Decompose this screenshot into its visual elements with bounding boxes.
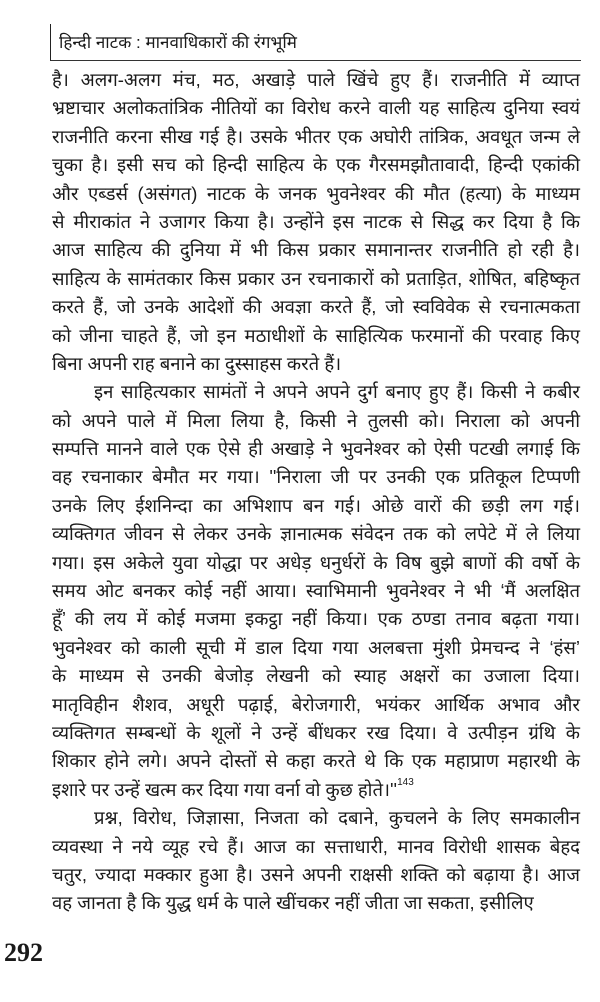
text-line xyxy=(52,94,580,122)
text-line xyxy=(52,322,580,350)
text-line xyxy=(52,747,580,775)
text-line-content: व्यवस्था ने नये व्यूह रचे हैं। आज का सत्ताधारी, मानव विरोधी शासक बेहद xyxy=(52,835,580,857)
text-line xyxy=(52,293,580,321)
text-line-content: समय ओट बनकर कोई नहीं आया। स्वाभिमानी भुवनेश्वर ने भी ‘मैं अलक्षित xyxy=(52,580,580,602)
text-line xyxy=(52,378,580,406)
text-line xyxy=(52,804,580,832)
text-line xyxy=(52,123,580,151)
text-line-content: को जीना चाहते हैं, जो इन मठाधीशों के साहित्यिक फरमानों की परवाह किए xyxy=(52,324,580,346)
text-line-content: को अपने पाले में मिला लिया है, किसी ने तुलसी को। निराला को अपनी xyxy=(52,409,580,431)
text-line-content: राजनीति करना सीख गई है। उसके भीतर एक अघोरी तांत्रिक, अवधूत जन्म ले xyxy=(52,125,580,147)
text-line xyxy=(52,634,580,662)
text-line-content: उनके लिए ईशनिन्दा का अभिशाप बन गई। ओछे वारों की छड़ी लग गई। xyxy=(52,494,580,516)
text-line-content: भ्रष्टाचार अलोकतांत्रिक नीतियों का विरोध करने वाली यह साहित्य दुनिया स्वयं xyxy=(52,97,580,119)
text-line xyxy=(52,549,580,577)
text-line xyxy=(52,236,580,264)
text-line xyxy=(52,719,580,747)
text-line-content: मातृविहीन शैशव, अधूरी पढ़ाई, बेरोजगारी, भयंकर आर्थिक अभाव और xyxy=(52,693,580,715)
text-line xyxy=(52,833,580,861)
page-number: 292 xyxy=(4,938,43,967)
text-line xyxy=(52,407,580,435)
paragraph xyxy=(52,66,580,378)
text-line xyxy=(52,180,580,208)
running-header xyxy=(50,24,581,61)
text-line-content: और एब्डर्स (असंगत) नाटक के जनक भुवनेश्वर की मौत (हत्या) के माध्यम xyxy=(52,182,580,204)
text-line-content: वह जानता है कि युद्ध धर्म के पाले खींचकर नहीं जीता जा सकता, इसीलिए xyxy=(52,892,534,914)
text-line-content: के माध्यम से उनकी बेजोड़ लेखनी को स्याह अक्षरों का उजाला दिया। xyxy=(52,665,580,687)
text-line-content: हूँ’ की लय में कोई मजमा इकट्ठा नहीं किया। एक ठण्डा तनाव बढ़ता गया। xyxy=(52,608,580,630)
text-line xyxy=(52,861,580,889)
text-line xyxy=(52,350,580,378)
text-line xyxy=(52,520,580,548)
footnote-reference: 143 xyxy=(397,776,414,788)
text-line-content: इशारे पर उन्हें खत्म कर दिया गया वर्ना वो कुछ होते।'' xyxy=(52,778,398,800)
paragraph xyxy=(52,804,580,918)
text-line-content: करते हैं, जो उनके आदेशों की अवज्ञा करते हैं, जो स्वविवेक से रचनात्मकता xyxy=(52,296,580,318)
text-line xyxy=(52,151,580,179)
text-line-content: प्रश्न, विरोध, जिज्ञासा, निजता को दबाने, कुचलने के लिए समकालीन xyxy=(94,807,580,829)
text-line xyxy=(52,435,580,463)
text-line xyxy=(52,66,580,94)
text-line-content: भुवनेश्वर को काली सूची में डाल दिया गया अलबत्ता मुंशी प्रेमचन्द ने ‘हंस’ xyxy=(52,636,580,658)
text-line-content: से मीराकांत ने उजागर किया है। उन्होंने इस नाटक से सिद्ध कर दिया है कि xyxy=(52,210,580,232)
text-line-content: शिकार होने लगे। अपने दोस्तों से कहा करते थे कि एक महाप्राण महारथी के xyxy=(52,750,580,772)
text-line-content: है। अलग-अलग मंच, मठ, अखाड़े पाले खिंचे हुए हैं। राजनीति में व्याप्त xyxy=(52,69,580,90)
running-header-title: हिन्दी नाटक : मानवाधिकारों की रंगभूमि xyxy=(59,33,297,52)
text-line-content: इन साहित्यकार सामंतों ने अपने अपने दुर्ग बनाए हुए हैं। किसी ने कबीर xyxy=(94,381,580,403)
text-line-content: वह रचनाकार बेमौत मर गया। ''निराला जी पर उनकी एक प्रतिकूल टिप्पणी xyxy=(52,466,580,488)
text-line xyxy=(52,463,580,491)
text-line-content: व्यक्तिगत जीवन से लेकर उनके ज्ञानात्मक संवेदन तक को लपेटे में ले लिया xyxy=(52,523,580,545)
paragraph xyxy=(52,378,580,804)
text-line-content: गया। इस अकेले युवा योद्धा पर अधेड़ धनुर्धरों के विष बुझे बाणों की वर्षो के xyxy=(52,551,580,573)
text-line-content: चतुर, ज्यादा मक्कार हुआ है। उसने अपनी राक्षसी शक्ति को बढ़ाया है। आज xyxy=(52,863,580,885)
text-line xyxy=(52,691,580,719)
text-line-content: साहित्य के सामंतकार किस प्रकार उन रचनाकारों को प्रताड़ित, शोषित, बहिष्कृत xyxy=(52,267,580,289)
body-text xyxy=(52,66,580,918)
text-line xyxy=(52,577,580,605)
text-line-content: आज साहित्य की दुनिया में भी किस प्रकार समानान्तर राजनीति हो रही है। xyxy=(52,239,580,261)
text-line-content: बिना अपनी राह बनाने का दुस्साहस करते हैं। xyxy=(52,352,342,374)
text-line xyxy=(52,265,580,293)
text-line xyxy=(52,208,580,236)
text-line xyxy=(52,605,580,633)
text-line-content: चुका है। इसी सच को हिन्दी साहित्य के एक गैरसमझौतावादी, हिन्दी एकांकी xyxy=(52,154,580,176)
text-line-content: व्यक्तिगत सम्बन्धों के शूलों ने उन्हें बींधकर रख दिया। वे उत्पीड़न ग्रंथि के xyxy=(52,721,580,743)
text-line xyxy=(52,889,580,917)
text-line xyxy=(52,776,580,804)
text-line xyxy=(52,662,580,690)
text-line xyxy=(52,492,580,520)
text-line-content: सम्पत्ति मानने वाले एक ऐसे ही अखाड़े ने भुवनेश्वर को ऐसी पटखी लगाई कि xyxy=(52,438,580,460)
